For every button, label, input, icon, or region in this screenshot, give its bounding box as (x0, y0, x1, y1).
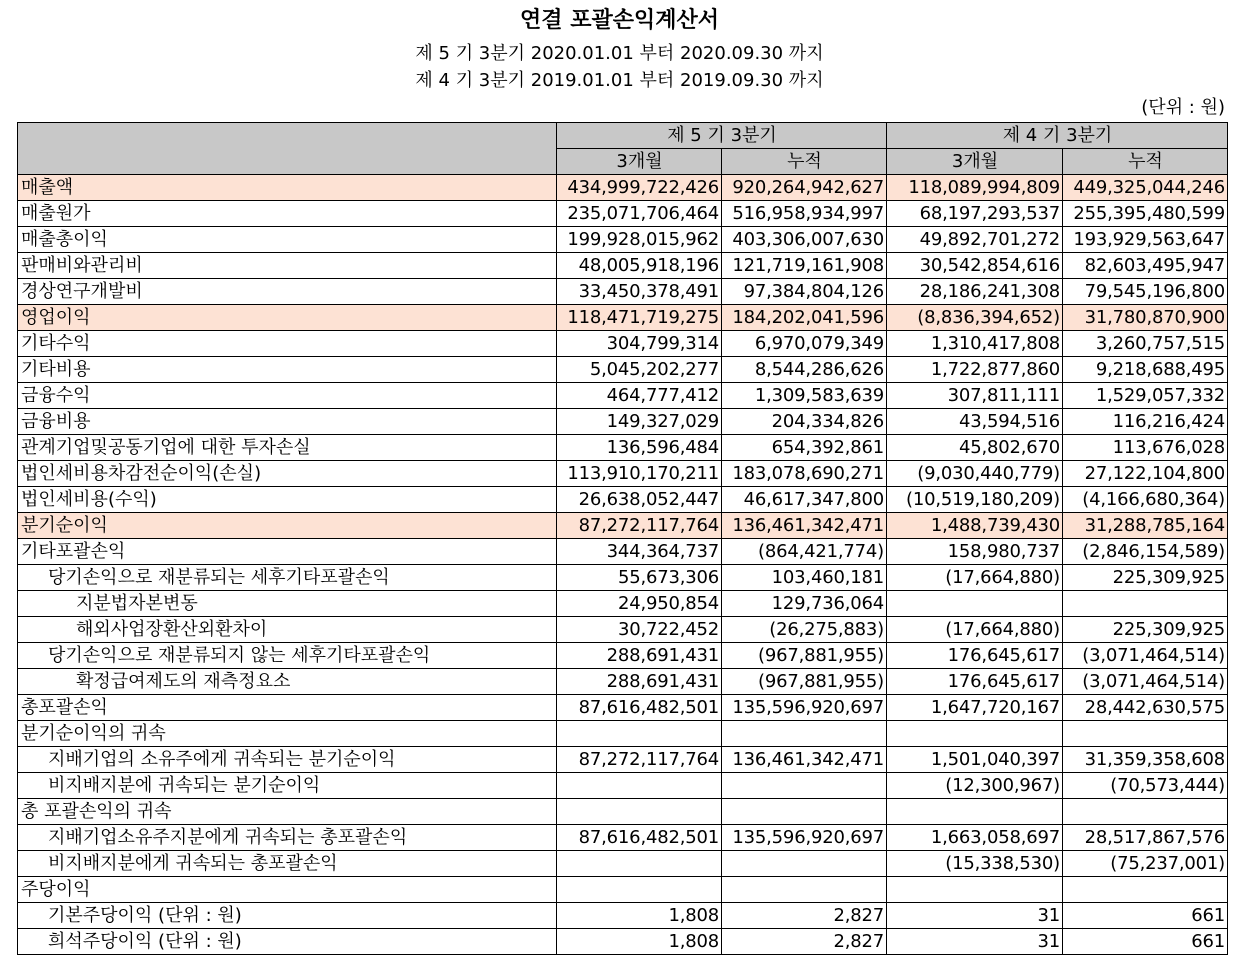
table-row (18, 851, 1228, 877)
value-p4-cum: (70,573,444) (1063, 773, 1228, 799)
row-label: 매출총이익 (18, 227, 557, 253)
value-p5-cum: (864,421,774) (722, 539, 887, 565)
table-row (18, 383, 1228, 409)
table-row (18, 877, 1228, 903)
value-p5-cum: 6,970,079,349 (722, 331, 887, 357)
value-p5-cum: 103,460,181 (722, 565, 887, 591)
table-row (18, 253, 1228, 279)
value-p4-cum: (2,846,154,589) (1063, 539, 1228, 565)
row-label: 비지배지분에 귀속되는 분기순이익 (18, 773, 557, 799)
table-row (18, 903, 1228, 929)
value-p5-3m: 149,327,029 (557, 409, 722, 435)
value-p4-3m: 1,722,877,860 (887, 357, 1063, 383)
row-label: 기타포괄손익 (18, 539, 557, 565)
value-p4-cum: 661 (1063, 929, 1228, 955)
value-p4-3m: 1,501,040,397 (887, 747, 1063, 773)
value-p4-cum (1063, 721, 1228, 747)
value-p4-3m: 1,663,058,697 (887, 825, 1063, 851)
table-row (18, 747, 1228, 773)
table-row (18, 175, 1228, 201)
value-p5-3m (557, 773, 722, 799)
value-p4-3m: 49,892,701,272 (887, 227, 1063, 253)
row-label: 당기손익으로 재분류되는 세후기타포괄손익 (18, 565, 557, 591)
value-p5-3m: 304,799,314 (557, 331, 722, 357)
value-p4-3m: (15,338,530) (887, 851, 1063, 877)
value-p5-3m: 136,596,484 (557, 435, 722, 461)
row-label: 매출액 (18, 175, 557, 201)
income-statement-table (17, 122, 1228, 955)
value-p4-3m: 43,594,516 (887, 409, 1063, 435)
table-row (18, 565, 1228, 591)
row-label: 영업이익 (18, 305, 557, 331)
table-row (18, 617, 1228, 643)
table-row (18, 487, 1228, 513)
value-p4-cum: 28,517,867,576 (1063, 825, 1228, 851)
value-p5-cum: 97,384,804,126 (722, 279, 887, 305)
value-p5-3m: 464,777,412 (557, 383, 722, 409)
row-label: 판매비와관리비 (18, 253, 557, 279)
value-p4-3m: 1,488,739,430 (887, 513, 1063, 539)
value-p4-cum: 31,780,870,900 (1063, 305, 1228, 331)
row-label: 지배기업의 소유주에게 귀속되는 분기순이익 (18, 747, 557, 773)
value-p4-3m (887, 721, 1063, 747)
value-p4-cum: 225,309,925 (1063, 565, 1228, 591)
value-p4-cum (1063, 799, 1228, 825)
value-p5-cum: 204,334,826 (722, 409, 887, 435)
value-p4-cum: 661 (1063, 903, 1228, 929)
row-label: 주당이익 (18, 877, 557, 903)
table-row (18, 461, 1228, 487)
value-p5-cum: 136,461,342,471 (722, 513, 887, 539)
table-row (18, 721, 1228, 747)
value-p5-cum: 403,306,007,630 (722, 227, 887, 253)
row-label: 확정급여제도의 재측정요소 (18, 669, 557, 695)
row-label: 지배기업소유주지분에게 귀속되는 총포괄손익 (18, 825, 557, 851)
value-p4-cum: 79,545,196,800 (1063, 279, 1228, 305)
value-p5-3m: 288,691,431 (557, 669, 722, 695)
value-p5-cum: 1,309,583,639 (722, 383, 887, 409)
value-p5-cum: 135,596,920,697 (722, 695, 887, 721)
value-p4-cum: 82,603,495,947 (1063, 253, 1228, 279)
value-p5-3m: 26,638,052,447 (557, 487, 722, 513)
table-row (18, 305, 1228, 331)
value-p4-3m: (17,664,880) (887, 617, 1063, 643)
current-period: 제 5 기 3분기 2020.01.01 부터 2020.09.30 까지 (415, 43, 824, 64)
row-label: 비지배지분에게 귀속되는 총포괄손익 (18, 851, 557, 877)
value-p5-3m: 24,950,854 (557, 591, 722, 617)
table-row (18, 799, 1228, 825)
value-p5-3m (557, 799, 722, 825)
value-p5-3m: 118,471,719,275 (557, 305, 722, 331)
row-label: 경상연구개발비 (18, 279, 557, 305)
value-p5-cum: 136,461,342,471 (722, 747, 887, 773)
header-p4-3m: 3개월 (887, 149, 1063, 175)
value-p5-3m: 288,691,431 (557, 643, 722, 669)
value-p5-3m (557, 851, 722, 877)
value-p5-cum: 920,264,942,627 (722, 175, 887, 201)
row-label: 관계기업및공동기업에 대한 투자손실 (18, 435, 557, 461)
table-row (18, 539, 1228, 565)
table-row (18, 825, 1228, 851)
value-p5-cum: (26,275,883) (722, 617, 887, 643)
value-p5-cum (722, 773, 887, 799)
value-p4-cum: (4,166,680,364) (1063, 487, 1228, 513)
value-p4-cum: 449,325,044,246 (1063, 175, 1228, 201)
prior-period: 제 4 기 3분기 2019.01.01 부터 2019.09.30 까지 (415, 70, 824, 91)
table-row (18, 409, 1228, 435)
value-p4-3m: 28,186,241,308 (887, 279, 1063, 305)
value-p5-3m: 87,616,482,501 (557, 825, 722, 851)
row-label: 금융비용 (18, 409, 557, 435)
value-p4-3m: (12,300,967) (887, 773, 1063, 799)
value-p4-cum: 116,216,424 (1063, 409, 1228, 435)
header-period-4: 제 4 기 3분기 (887, 123, 1228, 149)
row-label: 희석주당이익 (단위 : 원) (18, 929, 557, 955)
table-row (18, 669, 1228, 695)
value-p4-3m: 1,310,417,808 (887, 331, 1063, 357)
value-p5-3m: 344,364,737 (557, 539, 722, 565)
value-p5-cum: 183,078,690,271 (722, 461, 887, 487)
value-p5-cum: 46,617,347,800 (722, 487, 887, 513)
table-row (18, 331, 1228, 357)
row-label: 지분법자본변동 (18, 591, 557, 617)
value-p4-3m (887, 799, 1063, 825)
value-p5-3m (557, 721, 722, 747)
table-row (18, 435, 1228, 461)
value-p4-3m: 307,811,111 (887, 383, 1063, 409)
value-p4-3m: 68,197,293,537 (887, 201, 1063, 227)
value-p4-3m: (10,519,180,209) (887, 487, 1063, 513)
value-p5-cum (722, 799, 887, 825)
row-label: 매출원가 (18, 201, 557, 227)
value-p5-3m: 1,808 (557, 903, 722, 929)
value-p5-3m: 199,928,015,962 (557, 227, 722, 253)
row-label: 금융수익 (18, 383, 557, 409)
value-p5-cum: 2,827 (722, 929, 887, 955)
value-p5-3m: 5,045,202,277 (557, 357, 722, 383)
header-p4-cum: 누적 (1063, 149, 1228, 175)
value-p5-cum: 184,202,041,596 (722, 305, 887, 331)
row-label: 기타수익 (18, 331, 557, 357)
row-label: 총 포괄손익의 귀속 (18, 799, 557, 825)
value-p4-cum: 193,929,563,647 (1063, 227, 1228, 253)
value-p4-cum: (75,237,001) (1063, 851, 1228, 877)
value-p5-cum: 516,958,934,997 (722, 201, 887, 227)
value-p4-3m: 176,645,617 (887, 643, 1063, 669)
row-label: 법인세비용(수익) (18, 487, 557, 513)
header-period-5: 제 5 기 3분기 (557, 123, 887, 149)
value-p4-cum: 1,529,057,332 (1063, 383, 1228, 409)
table-row (18, 227, 1228, 253)
table-row (18, 357, 1228, 383)
value-p5-3m: 87,272,117,764 (557, 513, 722, 539)
value-p4-3m: 45,802,670 (887, 435, 1063, 461)
value-p5-cum: 2,827 (722, 903, 887, 929)
row-label: 해외사업장환산외환차이 (18, 617, 557, 643)
header-p5-3m: 3개월 (557, 149, 722, 175)
value-p5-cum: 129,736,064 (722, 591, 887, 617)
statement-title: 연결 포괄손익계산서 (520, 8, 719, 33)
value-p4-cum: 31,288,785,164 (1063, 513, 1228, 539)
value-p5-3m: 1,808 (557, 929, 722, 955)
value-p4-cum: 28,442,630,575 (1063, 695, 1228, 721)
value-p4-3m (887, 591, 1063, 617)
value-p4-3m: 30,542,854,616 (887, 253, 1063, 279)
value-p5-cum: 654,392,861 (722, 435, 887, 461)
value-p4-cum: 113,676,028 (1063, 435, 1228, 461)
value-p5-cum: 135,596,920,697 (722, 825, 887, 851)
table-row (18, 643, 1228, 669)
value-p5-cum: (967,881,955) (722, 669, 887, 695)
table-row (18, 513, 1228, 539)
value-p5-3m: 434,999,722,426 (557, 175, 722, 201)
value-p5-3m: 55,673,306 (557, 565, 722, 591)
table-row (18, 279, 1228, 305)
table-row (18, 773, 1228, 799)
header-p5-cum: 누적 (722, 149, 887, 175)
value-p4-3m: (8,836,394,652) (887, 305, 1063, 331)
value-p5-cum (722, 877, 887, 903)
value-p4-cum: (3,071,464,514) (1063, 669, 1228, 695)
value-p4-cum: 27,122,104,800 (1063, 461, 1228, 487)
value-p4-cum (1063, 591, 1228, 617)
row-label: 분기순이익의 귀속 (18, 721, 557, 747)
value-p4-3m: (9,030,440,779) (887, 461, 1063, 487)
table-row (18, 201, 1228, 227)
value-p4-3m: 1,647,720,167 (887, 695, 1063, 721)
value-p5-cum: (967,881,955) (722, 643, 887, 669)
value-p4-3m (887, 877, 1063, 903)
value-p5-3m: 48,005,918,196 (557, 253, 722, 279)
value-p5-3m: 113,910,170,211 (557, 461, 722, 487)
value-p5-3m: 30,722,452 (557, 617, 722, 643)
row-label: 분기순이익 (18, 513, 557, 539)
value-p4-cum: 225,309,925 (1063, 617, 1228, 643)
value-p5-cum: 121,719,161,908 (722, 253, 887, 279)
row-label: 기타비용 (18, 357, 557, 383)
value-p4-cum: 31,359,358,608 (1063, 747, 1228, 773)
value-p5-3m: 33,450,378,491 (557, 279, 722, 305)
table-row (18, 591, 1228, 617)
value-p5-cum (722, 721, 887, 747)
value-p5-cum: 8,544,286,626 (722, 357, 887, 383)
value-p4-3m: 31 (887, 929, 1063, 955)
row-label: 기본주당이익 (단위 : 원) (18, 903, 557, 929)
value-p4-3m: 31 (887, 903, 1063, 929)
row-label: 당기손익으로 재분류되지 않는 세후기타포괄손익 (18, 643, 557, 669)
value-p5-cum (722, 851, 887, 877)
table-row (18, 695, 1228, 721)
value-p4-3m: 176,645,617 (887, 669, 1063, 695)
value-p4-3m: 158,980,737 (887, 539, 1063, 565)
value-p4-cum (1063, 877, 1228, 903)
value-p4-cum: 255,395,480,599 (1063, 201, 1228, 227)
value-p5-3m: 235,071,706,464 (557, 201, 722, 227)
unit-label: (단위 : 원) (1141, 97, 1225, 118)
value-p4-cum: (3,071,464,514) (1063, 643, 1228, 669)
row-label: 법인세비용차감전순이익(손실) (18, 461, 557, 487)
value-p5-3m: 87,616,482,501 (557, 695, 722, 721)
row-label: 총포괄손익 (18, 695, 557, 721)
value-p4-cum: 9,218,688,495 (1063, 357, 1228, 383)
value-p4-3m: 118,089,994,809 (887, 175, 1063, 201)
table-row (18, 929, 1228, 955)
value-p5-3m (557, 877, 722, 903)
value-p5-3m: 87,272,117,764 (557, 747, 722, 773)
header-account (18, 123, 557, 175)
value-p4-cum: 3,260,757,515 (1063, 331, 1228, 357)
value-p4-3m: (17,664,880) (887, 565, 1063, 591)
